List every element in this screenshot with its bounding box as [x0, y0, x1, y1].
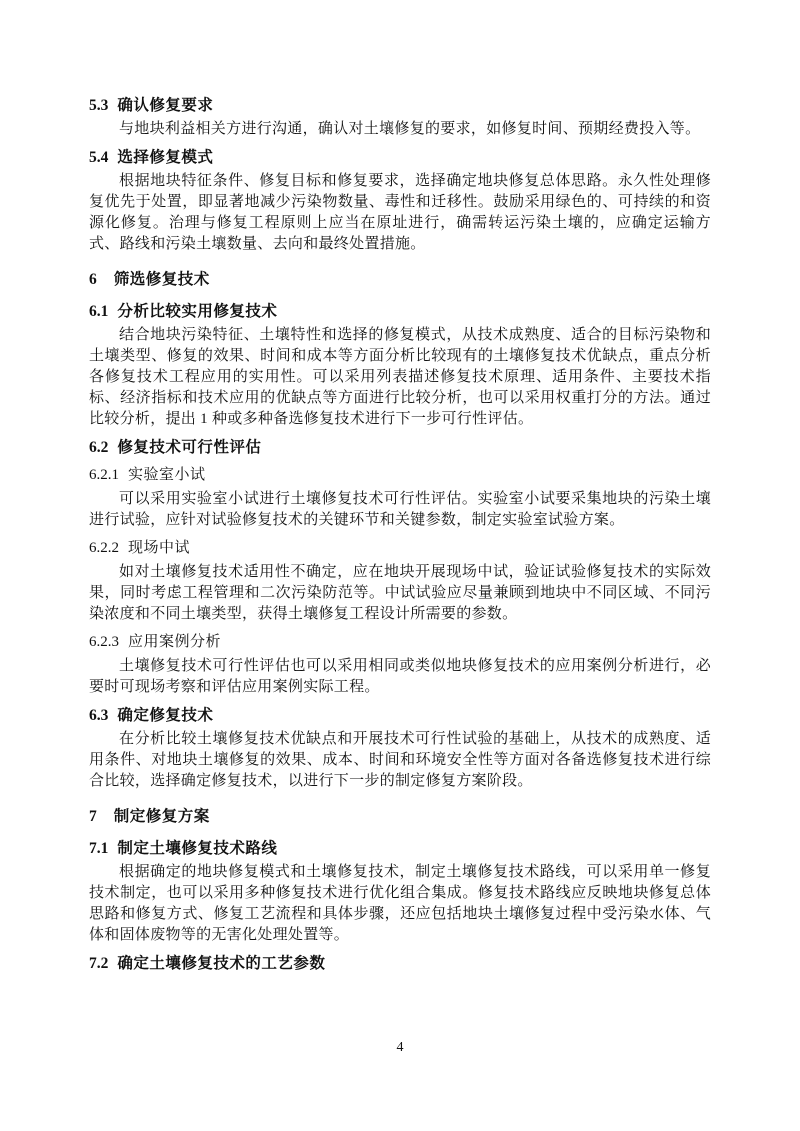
subsection-number: 6.2.2: [89, 540, 119, 556]
section-paragraph: 与地块利益相关方进行沟通，确认对土壤修复的要求，如修复时间、预期经费投入等。: [119, 121, 701, 137]
section-paragraph: 根据地块特征条件、修复目标和修复要求，选择确定地块修复总体思路。永久性处理修复优先于处置，即显著地减少污染物数量、毒性和迁移性。鼓励采用绿色的、可持续的和资源化修复。治理与修复工程原则上应当在原址进行，确需转运污染土壤的，应确定运输方式、路线和污染土壤数量、去向和最终处置措施。: [89, 173, 711, 252]
subsection-number: 6.2.1: [89, 467, 119, 483]
section-6-3: [89, 705, 711, 792]
chapter-number: 6: [89, 271, 97, 288]
section-heading: [89, 147, 711, 168]
section-number: 6.1: [89, 303, 109, 320]
section-6-2-1: [89, 465, 711, 531]
section-title: 确定土壤修复技术的工艺参数: [117, 955, 326, 972]
subsection-heading: [89, 465, 711, 486]
subsection-title: 实验室小试: [128, 467, 206, 483]
page-number: 4: [396, 1040, 404, 1055]
section-number: 7.2: [89, 955, 109, 972]
subsection-heading: [89, 632, 711, 653]
document-content: [89, 88, 711, 977]
section-title: 选择修复模式: [117, 149, 214, 166]
section-paragraph: 如对土壤修复技术适用性不确定，应在地块开展现场中试，验证试验修复技术的实际效果，同时考虑工程管理和二次污染防范等。中试试验应尽量兼顾到地块中不同区域、不同污染浓度和不同土壤类型，获得土壤修复工程设计所需要的参数。: [89, 564, 711, 622]
section-6: [89, 269, 711, 290]
section-6-2: [89, 437, 711, 458]
section-number: 7.1: [89, 840, 109, 857]
section-paragraph: 根据确定的地块修复模式和土壤修复技术，制定土壤修复技术路线，可以采用单一修复技术制定，也可以采用多种修复技术进行优化组合集成。修复技术路线应反映地块修复总体思路和修复方式、修复工艺流程和具体步骤，还应包括地块土壤修复过程中受污染水体、气体和固体废物等的无害化处理处置等。: [89, 864, 711, 943]
section-heading: [89, 953, 711, 974]
section-title: 确认修复要求: [117, 97, 214, 114]
section-6-2-2: [89, 538, 711, 625]
section-5-4: [89, 147, 711, 255]
section-6-1: [89, 301, 711, 430]
subsection-title: 应用案例分析: [128, 634, 222, 650]
section-7-1: [89, 838, 711, 946]
section-number: 5.3: [89, 97, 109, 114]
section-title: 分析比较实用修复技术: [117, 303, 278, 320]
section-title: 制定土壤修复技术路线: [117, 840, 278, 857]
section-title: 确定修复技术: [117, 707, 214, 724]
subsection-title: 现场中试: [128, 540, 191, 556]
section-heading: [89, 95, 711, 116]
chapter-title: 筛选修复技术: [113, 271, 210, 288]
section-7-2: [89, 953, 711, 974]
section-heading: [89, 705, 711, 726]
section-7: [89, 806, 711, 827]
section-paragraph: 可以采用实验室小试进行土壤修复技术可行性评估。实验室小试要采集地块的污染土壤进行试验，应针对试验修复技术的关键环节和关键参数，制定实验室试验方案。: [89, 491, 711, 528]
section-heading: [89, 437, 711, 458]
chapter-heading: [89, 806, 711, 827]
section-heading: [89, 301, 711, 322]
section-paragraph: 在分析比较土壤修复技术优缺点和开展技术可行性试验的基础上，从技术的成熟度、适用条件、对地块土壤修复的效果、成本、时间和环境安全性等方面对各备选修复技术进行综合比较，选择确定修复技术，以进行下一步的制定修复方案阶段。: [89, 731, 711, 789]
section-number: 6.3: [89, 707, 109, 724]
chapter-title: 制定修复方案: [113, 808, 210, 825]
chapter-heading: [89, 269, 711, 290]
section-5-3: [89, 95, 711, 140]
section-heading: [89, 838, 711, 859]
subsection-heading: [89, 538, 711, 559]
section-paragraph: 土壤修复技术可行性评估也可以采用相同或类似地块修复技术的应用案例分析进行，必要时可现场考察和评估应用案例实际工程。: [89, 658, 711, 695]
section-number: 6.2: [89, 439, 109, 456]
section-title: 修复技术可行性评估: [117, 439, 262, 456]
chapter-number: 7: [89, 808, 97, 825]
section-number: 5.4: [89, 149, 109, 166]
section-6-2-3: [89, 632, 711, 698]
subsection-number: 6.2.3: [89, 634, 119, 650]
section-paragraph: 结合地块污染特征、土壤特性和选择的修复模式，从技术成熟度、适合的目标污染物和土壤类型、修复的效果、时间和成本等方面分析比较现有的土壤修复技术优缺点，重点分析各修复技术工程应用的实用性。可以采用列表描述修复技术原理、适用条件、主要技术指标、经济指标和技术应用的优缺点等方面进行比较分析，也可以采用权重打分的方法。通过比较分析，提出 1 种或多种备选修复技术进行下一步可行性评估。: [89, 327, 711, 427]
